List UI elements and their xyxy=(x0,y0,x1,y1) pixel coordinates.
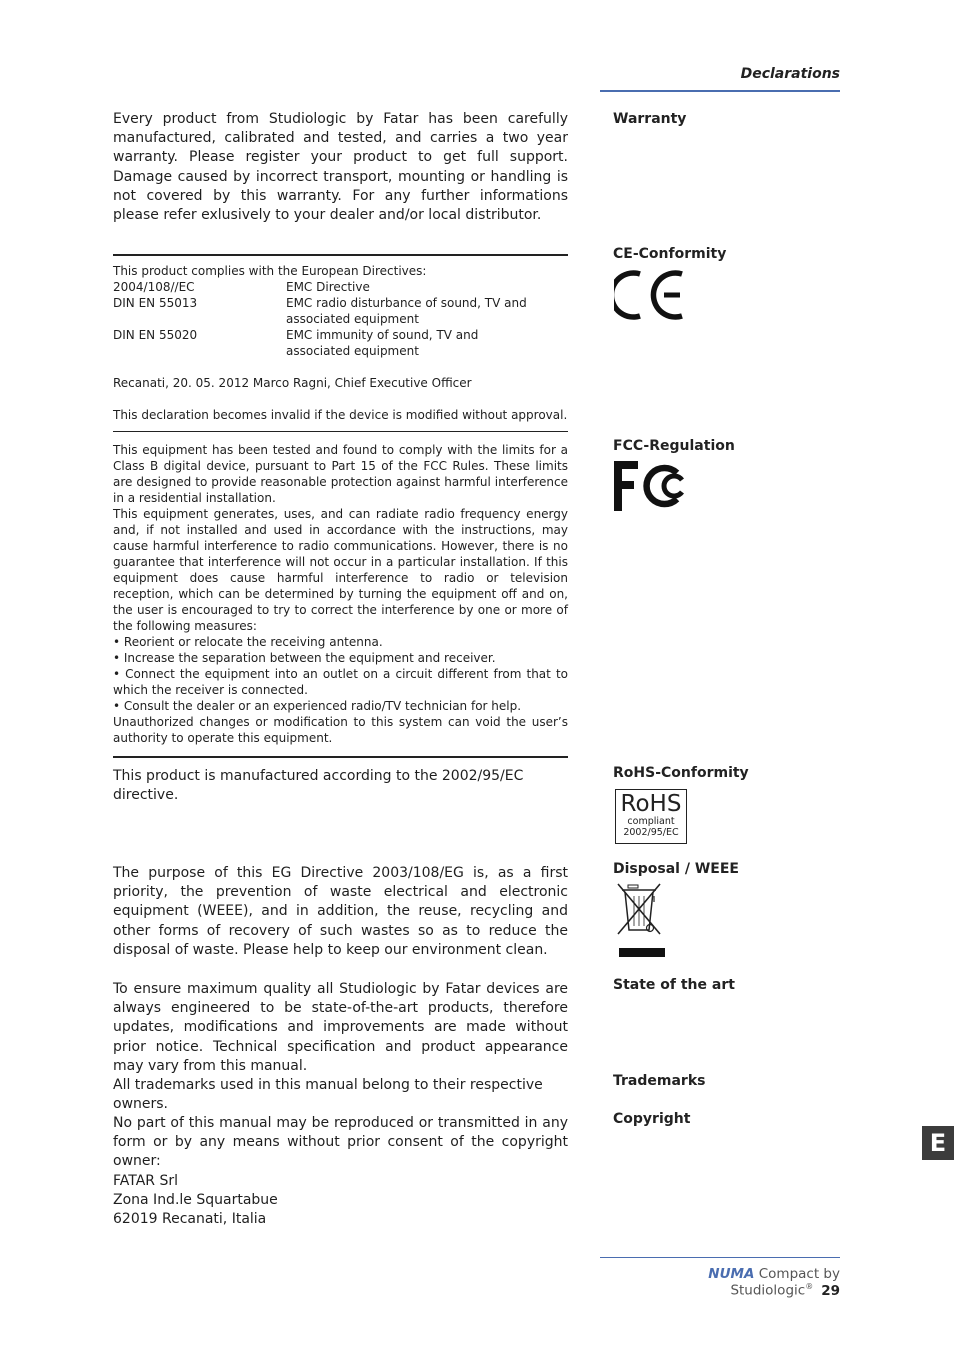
ce-block xyxy=(113,263,568,423)
label-rohs: RoHS-Conformity xyxy=(613,765,749,781)
directive-desc: EMC immunity of sound, TV and associated equipment xyxy=(286,328,479,358)
address-line: 62019 Recanati, Italia xyxy=(113,1211,267,1228)
language-tab: E xyxy=(922,1126,954,1160)
fcc-bullet: • Reorient or relocate the receiving antenna. xyxy=(113,635,383,649)
fcc-block xyxy=(113,442,568,746)
section-title: Declarations xyxy=(740,66,840,82)
directive-code: DIN EN 55020 xyxy=(113,328,198,342)
directive-desc: EMC Directive xyxy=(286,280,370,294)
fcc-bullet: • Consult the dealer or an experienced radio/TV technician for help. xyxy=(113,699,522,713)
ce-intro: This product complies with the European Directives: xyxy=(113,264,427,278)
fcc-logo-icon xyxy=(614,461,686,511)
label-trademarks: Trademarks xyxy=(613,1073,706,1089)
label-state: State of the art xyxy=(613,977,735,993)
address-line: FATAR Srl xyxy=(113,1173,179,1189)
divider xyxy=(113,431,568,432)
fcc-bullet: • Connect the equipment into an outlet on a circuit different from that to which the receiver is connected. xyxy=(113,667,568,697)
rohs-logo-line: 2002/95/EC xyxy=(623,827,679,838)
rohs-text: This product is manufactured according to the 2002/95/EC directive. xyxy=(113,768,524,803)
directive-desc: EMC radio disturbance of sound, TV and associated equipment xyxy=(286,296,527,326)
weee-bin-icon xyxy=(616,882,668,960)
footer-registered: ® xyxy=(805,1282,814,1291)
fcc-para: Unauthorized changes or modification to this system can void the user’s authority to operate this equipment. xyxy=(113,715,568,745)
footer-brand: NUMA xyxy=(708,1266,755,1282)
directive-row xyxy=(113,295,568,327)
warranty-text: Every product from Studiologic by Fatar has been carefully manufactured, calibrated and tested, and carries a two year warranty. Please register your product to get full support. Damage caused by incorrect transport, mounting or handling is not covered by this warranty. For any further informations please refer exlusively to your dealer and/or local distributor. xyxy=(113,111,568,224)
fcc-para: This equipment has been tested and found to comply with the limits for a Class B digital device, pursuant to Part 15 of the FCC Rules. These limits are designed to provide reasonable protection against harmful interference in a residential installation. xyxy=(113,443,568,505)
label-ce: CE-Conformity xyxy=(613,246,727,262)
footer-rule xyxy=(600,1257,840,1258)
label-fcc: FCC-Regulation xyxy=(613,438,735,454)
directive-row xyxy=(113,327,568,359)
rohs-logo-title: RoHS xyxy=(620,791,682,817)
rohs-logo-icon xyxy=(615,789,687,844)
copyright-text: No part of this manual may be reproduced or transmitted in any form or by any means without prior consent of the copyright owner: xyxy=(113,1115,568,1170)
label-weee: Disposal / WEEE xyxy=(613,861,739,877)
page-number: 29 xyxy=(821,1282,840,1299)
divider xyxy=(113,254,568,256)
footer-product: Compact by Studiologic xyxy=(730,1266,840,1299)
weee-text: The purpose of this EG Directive 2003/108/EG is, as a first priority, the prevention of waste electrical and electronic equipment (WEEE), and in addition, the reuse, recycling and other forms of recovery of such wastes so as to reduce the disposal of waste. Please help to keep our environment clean. xyxy=(113,865,568,958)
trademarks-text: All trademarks used in this manual belong to their respective owners. xyxy=(113,1077,543,1112)
address xyxy=(113,1172,278,1230)
state-text: To ensure maximum quality all Studiologic by Fatar devices are always engineered to be state-of-the-art products, therefore updates, modifications and improvements are made without prior notice. Technical specification and product appearance may vary from this manual. xyxy=(113,981,568,1074)
ce-mark-icon xyxy=(614,270,686,320)
directive-code: 2004/108//EC xyxy=(113,280,195,294)
label-copyright: Copyright xyxy=(613,1111,691,1127)
directive-row xyxy=(113,279,568,295)
ce-signature: Recanati, 20. 05. 2012 Marco Ragni, Chief Executive Officer xyxy=(113,376,472,390)
divider xyxy=(113,756,568,758)
rohs-logo-line: compliant xyxy=(627,816,675,827)
fcc-para: This equipment generates, uses, and can radiate radio frequency energy and, if not installed and used in accordance with the instructions, may cause harmful interference to radio communications. However, there is no guarantee that interference will not occur in a particular installation. If this equipment does cause harmful interference to radio or television reception, which can be determined by turning the equipment off and on, the user is encouraged to try to correct the interference by one or more of the following measures: xyxy=(113,507,568,633)
label-warranty: Warranty xyxy=(613,111,687,127)
footer xyxy=(600,1266,840,1299)
fcc-bullet: • Increase the separation between the equipment and receiver. xyxy=(113,651,496,665)
address-line: Zona Ind.le Squartabue xyxy=(113,1192,278,1209)
directive-code: DIN EN 55013 xyxy=(113,296,198,310)
header-rule xyxy=(600,90,840,92)
ce-invalid-note: This declaration becomes invalid if the device is modified without approval. xyxy=(113,408,568,422)
